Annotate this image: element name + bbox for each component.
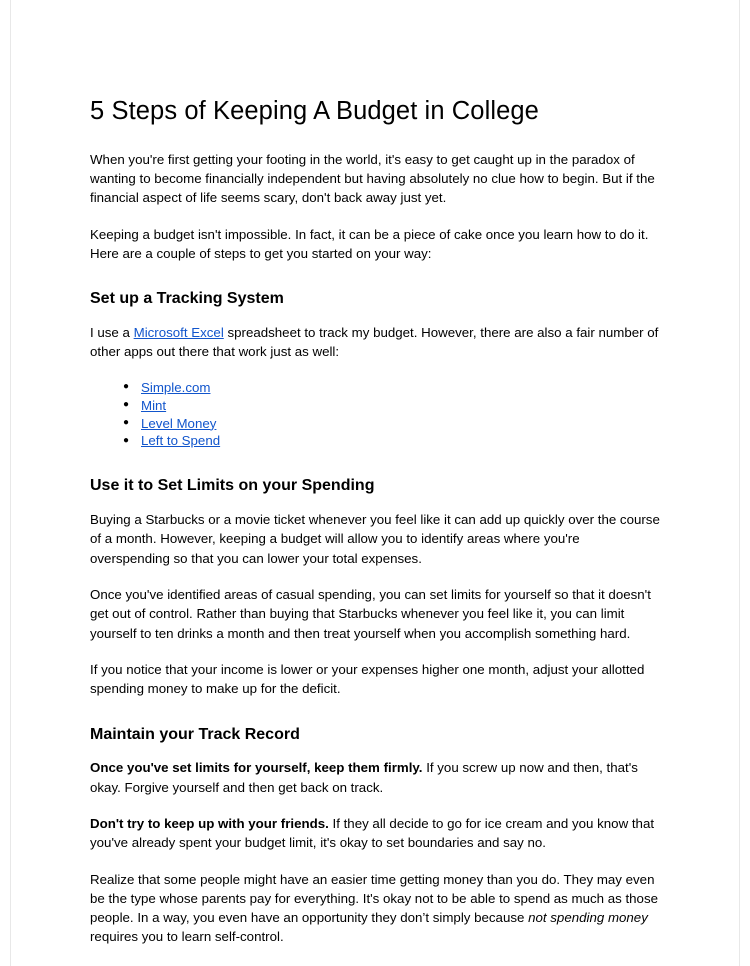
set-limits-paragraph-3: If you notice that your income is lower or your expenses higher one month, adjust your allotted spending money to make up for the deficit.	[90, 661, 645, 697]
italic-not-spending-money: not spending money	[528, 910, 648, 926]
app-link-simple-com[interactable]: Simple.com	[141, 379, 211, 395]
app-link-mint[interactable]: Mint	[141, 397, 167, 413]
page-title: 5 Steps of Keeping A Budget in College	[90, 97, 539, 125]
track-record-paragraph-3	[90, 870, 662, 947]
text-after-link: spreadsheet to track my budget. However, there are also a fair number of other apps out there that work just as well:	[90, 325, 659, 360]
section-heading-set-limits: Use it to Set Limits on your Spending	[90, 477, 375, 495]
set-limits-paragraph-2: Once you've identified areas of casual spending, you can set limits for yourself so that it doesn't get out of control. Rather than buying that Starbucks whenever you feel like it, you can limit yourself to ten drinks a month and then treat yourself when you accomplish something hard.	[90, 587, 651, 641]
document-body	[90, 96, 662, 947]
track-record-paragraph-1	[90, 758, 662, 797]
list-item	[141, 432, 662, 450]
paragraph-3-end: requires you to learn self-control.	[90, 929, 284, 945]
lead-bold-keep-limits: Once you've set limits for yourself, keep them firmly.	[90, 760, 423, 776]
microsoft-excel-link[interactable]: Microsoft Excel	[133, 325, 224, 341]
list-item	[141, 397, 662, 415]
list-item	[141, 379, 662, 397]
section-heading-track-record: Maintain your Track Record	[90, 725, 300, 743]
section-heading-tracking-system: Set up a Tracking System	[90, 290, 284, 308]
intro-paragraph-2: Keeping a budget isn't impossible. In fact, it can be a piece of cake once you learn how to do it. Here are a couple of steps to get you started on your way:	[90, 226, 649, 262]
text-before-link: I use a	[90, 325, 134, 341]
set-limits-paragraph-1: Buying a Starbucks or a movie ticket whenever you feel like it can add up quickly over the course of a month. However, keeping a budget will allow you to identify areas where you're overspending so that you can lower your total expenses.	[90, 512, 660, 566]
track-record-paragraph-2	[90, 814, 662, 853]
document-page	[10, 0, 740, 966]
lead-bold-dont-keep-up: Don't try to keep up with your friends.	[90, 815, 329, 831]
list-item	[141, 415, 662, 433]
paragraph-1-rest: If you screw up now and then, that's okay. Forgive yourself and then get back on track.	[90, 760, 638, 795]
paragraph-3-start: Realize that some people might have an easier time getting money than you do. They may even be the type whose parents pay for everything. It's okay not to be able to spend as much as those people. In a way, you even have an opportunity they don’t simply because	[90, 871, 659, 926]
paragraph-2-rest: If they all decide to go for ice cream and you know that you've already spent your budget limit, it's okay to set boundaries and say no.	[90, 815, 655, 851]
intro-paragraph-1: When you're first getting your footing in the world, it's easy to get caught up in the paradox of wanting to become financially independent but having absolutely no clue how to begin. But if the financial aspect of life seems scary, don't back away just yet.	[90, 151, 655, 206]
app-link-level-money[interactable]: Level Money	[141, 415, 217, 431]
budget-apps-list	[90, 379, 662, 451]
app-link-left-to-spend[interactable]: Left to Spend	[141, 433, 221, 449]
tracking-system-paragraph	[90, 323, 662, 362]
